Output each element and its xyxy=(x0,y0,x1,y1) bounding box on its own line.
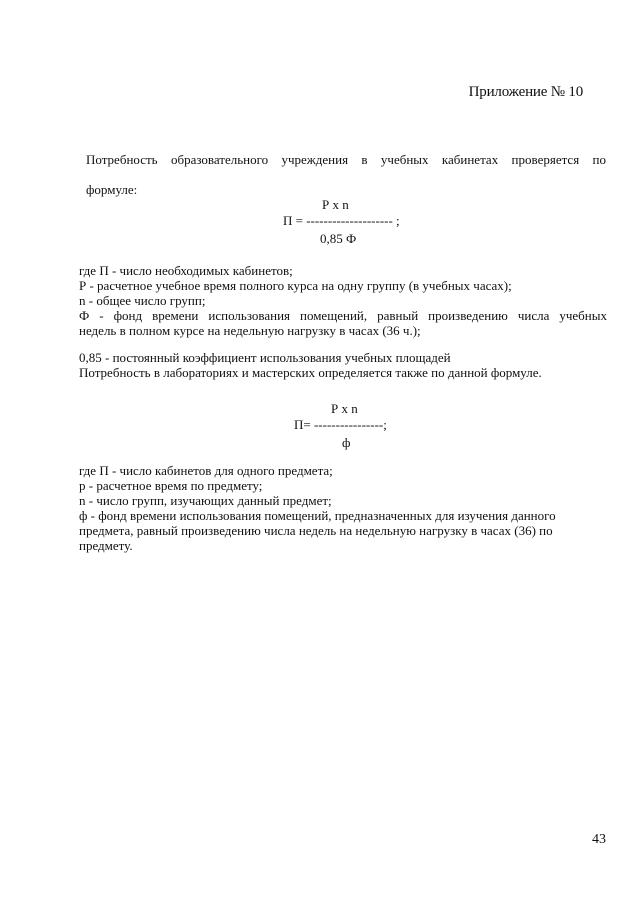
definition-item: ф - фонд времени использования помещений, предназначенных для изучения данного xyxy=(79,508,556,523)
formula2-main: П= ----------------; xyxy=(294,417,387,432)
formula1-main: П = -------------------- ; xyxy=(283,213,400,228)
definition-item: где П - число необходимых кабинетов; xyxy=(79,263,293,278)
appendix-title: Приложение № 10 xyxy=(468,84,583,100)
intro-paragraph xyxy=(86,152,606,167)
formula1-denominator: 0,85 Ф xyxy=(320,231,357,246)
definition-item: Р - расчетное учебное время полного курса на одну группу (в учебных часах); xyxy=(79,278,512,293)
definition-item: предмету. xyxy=(79,538,133,553)
intro-line-2: формуле: xyxy=(86,182,138,197)
definitions-list-1 xyxy=(79,263,607,338)
definition-item: Ф - фонд времени использования помещений, равный произведению числа учебных xyxy=(79,308,607,323)
definition-item: р - расчетное время по предмету; xyxy=(79,478,263,493)
coefficient-text: 0,85 - постоянный коэффициент использования учебных площадей xyxy=(79,350,451,365)
definition-item: n - общее число групп; xyxy=(79,293,206,308)
page-number: 43 xyxy=(592,832,606,847)
definition-item: n - число групп, изучающих данный предмет; xyxy=(79,493,332,508)
definition-item: предмета, равный произведению числа недель на недельную нагрузку в часах (36) по xyxy=(79,523,553,538)
definition-item: где П - число кабинетов для одного предмета; xyxy=(79,463,333,478)
intro-line-2-block xyxy=(86,182,606,197)
definition-item: недель в полном курсе на недельную нагрузку в часах (36 ч.); xyxy=(79,323,421,338)
formula2-numerator: Р х n xyxy=(331,401,358,416)
intro-line-1: Потребность образовательного учреждения в учебных кабинетах проверяется по xyxy=(86,152,606,167)
coefficient-block xyxy=(79,350,607,380)
formula2-denominator: ф xyxy=(342,435,351,450)
formula1-numerator: Р х n xyxy=(322,197,349,212)
section2-intro: Потребность в лабораториях и мастерских определяется также по данной формуле. xyxy=(79,365,542,380)
definitions-list-2 xyxy=(79,463,599,553)
